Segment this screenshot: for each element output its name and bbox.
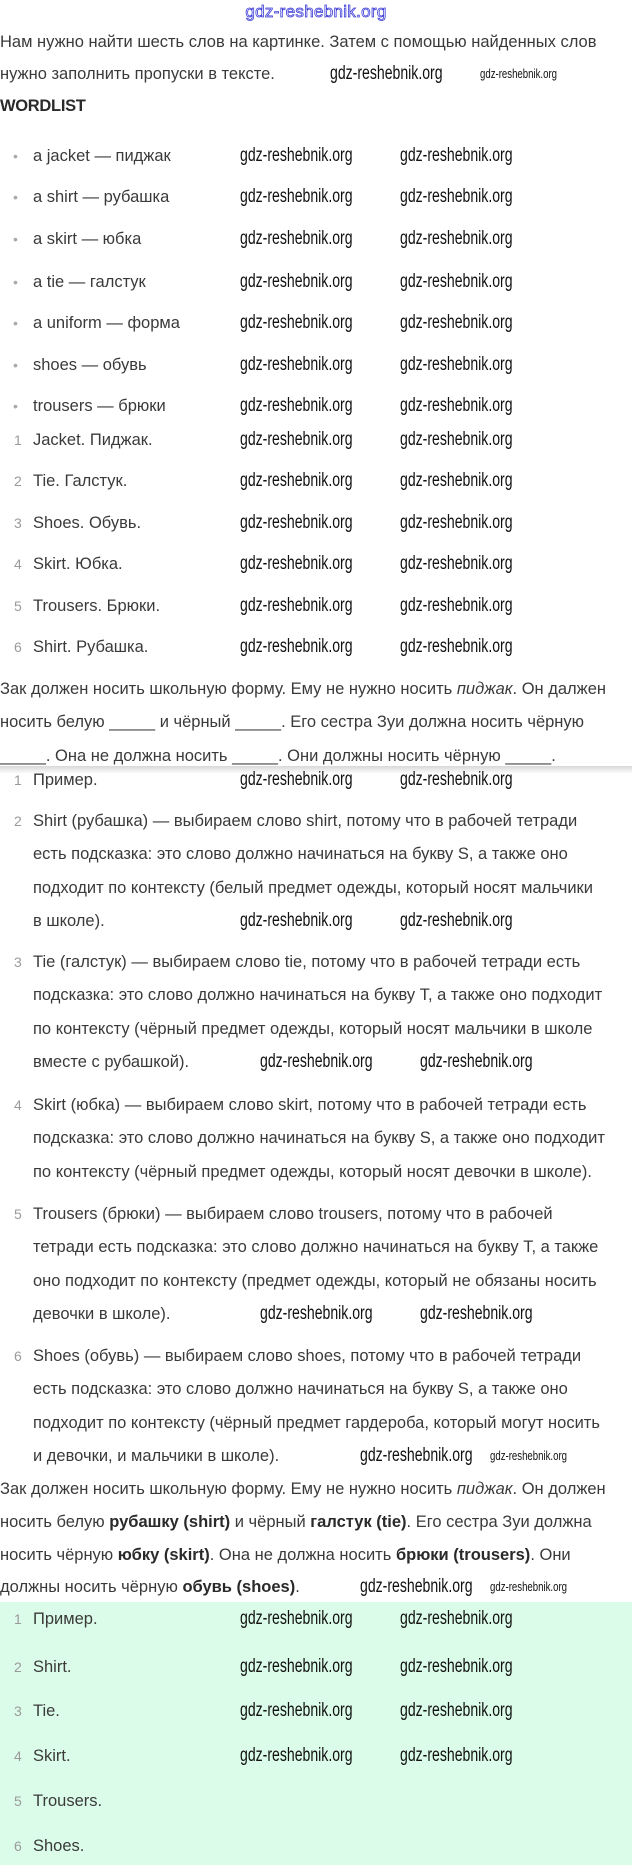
answer-word: рубашку (shirt) <box>109 1513 231 1531</box>
watermark-text: gdz-reshebnik.org <box>400 145 513 166</box>
item-number: 4 <box>14 1097 22 1113</box>
text: . Он должен <box>512 1480 606 1498</box>
watermark-text: gdz-reshebnik.org <box>240 470 353 491</box>
explanation-text: подсказка: это слово должно начинаться на букву S, а также оно подходит <box>33 1129 605 1147</box>
watermark-text: gdz-reshebnik.org <box>400 1656 513 1677</box>
watermark-text: gdz-reshebnik.org <box>240 228 353 249</box>
watermark-text: gdz-reshebnik.org <box>400 271 513 292</box>
watermark-text: gdz-reshebnik.org <box>240 395 353 416</box>
watermark-text: gdz-reshebnik.org <box>240 145 353 166</box>
item-number: 2 <box>14 473 22 489</box>
text: Зак должен носить школьную форму. Ему не нужно носить <box>0 680 457 698</box>
explanation-text: подсказка: это слово должно начинаться на букву T, а также оно подходит <box>33 986 603 1004</box>
explanation-text: тетради есть подсказка: это слово должно начинаться на букву T, а также <box>33 1238 599 1256</box>
intro-line: нужно заполнить пропуски в тексте. <box>0 65 275 83</box>
watermark-text: gdz-reshebnik.org <box>490 1448 568 1463</box>
explanation-text: Skirt (юбка) — выбираем слово skirt, потому что в рабочей тетради есть <box>33 1096 587 1114</box>
wordlist-item-text: a shirt — рубашка <box>33 188 170 206</box>
watermark-text: gdz-reshebnik.org <box>240 769 353 790</box>
bullet-icon: • <box>13 231 18 247</box>
answer-word: юбку (skirt) <box>117 1546 210 1564</box>
item-number: 1 <box>14 772 22 788</box>
answer-text: Skirt. <box>33 1747 71 1765</box>
item-number: 4 <box>14 1748 22 1764</box>
explanation-text: в школе). <box>33 912 105 930</box>
gap-text-line: _____. Она не должна носить _____. Они должны носить чёрную _____. <box>0 747 556 765</box>
filled-text-line <box>0 1543 571 1567</box>
watermark-text: gdz-reshebnik.org <box>240 910 353 931</box>
watermark-text: gdz-reshebnik.org <box>260 1303 373 1324</box>
explanation-text: подходит по контексту (белый предмет одежды, который носят мальчики <box>33 879 593 897</box>
explanation-text: по контексту (чёрный предмет одежды, который носят мальчики в школе <box>33 1020 593 1038</box>
text: . Она не должна носить <box>209 1546 396 1564</box>
item-number: 3 <box>14 1703 22 1719</box>
explanation-text: есть подсказка: это слово должно начинаться на букву S, а также оно <box>33 1380 568 1398</box>
item-number: 6 <box>14 1838 22 1854</box>
item-number: 5 <box>14 598 22 614</box>
item-text: Shirt. Рубашка. <box>33 638 149 656</box>
watermark-text: gdz-reshebnik.org <box>240 636 353 657</box>
item-number: 3 <box>14 954 22 970</box>
watermark-text: gdz-reshebnik.org <box>400 769 513 790</box>
watermark-text: gdz-reshebnik.org <box>400 512 513 533</box>
site-watermark-logo: gdz-reshebnik.org <box>245 2 387 21</box>
filled-text-line <box>0 1510 592 1534</box>
intro-line: Нам нужно найти шесть слов на картинке. Затем с помощью найденных слов <box>0 33 597 51</box>
watermark-text: gdz-reshebnik.org <box>400 312 513 333</box>
bullet-icon: • <box>13 398 18 414</box>
watermark-text: gdz-reshebnik.org <box>400 636 513 657</box>
watermark-text: gdz-reshebnik.org <box>400 553 513 574</box>
bullet-icon: • <box>13 315 18 331</box>
item-text: Jacket. Пиджак. <box>33 431 153 449</box>
watermark-text: gdz-reshebnik.org <box>420 1303 533 1324</box>
wordlist-item-text: trousers — брюки <box>33 397 166 415</box>
watermark-text: gdz-reshebnik.org <box>240 1700 353 1721</box>
item-number: 2 <box>14 1659 22 1675</box>
watermark-text: gdz-reshebnik.org <box>400 429 513 450</box>
watermark-text: gdz-reshebnik.org <box>240 354 353 375</box>
item-number: 1 <box>14 1611 22 1627</box>
text: носить чёрную <box>0 1546 118 1564</box>
wordlist-item-text: a uniform — форма <box>33 314 180 332</box>
text: . <box>295 1578 300 1596</box>
answer-text: Пример. <box>33 1610 98 1628</box>
wordlist-item-text: shoes — обувь <box>33 356 147 374</box>
watermark-text: gdz-reshebnik.org <box>400 1745 513 1766</box>
answer-word: галстук (tie) <box>310 1513 407 1531</box>
filled-text-line <box>0 1477 606 1501</box>
explanation-text: Пример. <box>33 771 98 789</box>
watermark-text: gdz-reshebnik.org <box>240 553 353 574</box>
watermark-text: gdz-reshebnik.org <box>360 1576 473 1597</box>
italic-word: пиджак <box>456 1480 513 1498</box>
explanation-text: Shoes (обувь) — выбираем слово shoes, потому что в рабочей тетради <box>33 1347 582 1365</box>
text: носить белую <box>0 1513 110 1531</box>
wordlist-item-text: a tie — галстук <box>33 273 146 291</box>
watermark-text: gdz-reshebnik.org <box>400 1700 513 1721</box>
watermark-text: gdz-reshebnik.org <box>400 470 513 491</box>
explanation-text: и девочки, и мальчики в школе). <box>33 1447 280 1465</box>
explanation-text: есть подсказка: это слово должно начинаться на букву S, а также оно <box>33 845 568 863</box>
item-number: 5 <box>14 1793 22 1809</box>
watermark-text: gdz-reshebnik.org <box>240 1745 353 1766</box>
answers-box <box>0 1602 632 1865</box>
watermark-text: gdz-reshebnik.org <box>400 595 513 616</box>
explanation-text: подходит по контексту (чёрный предмет гардероба, который могут носить <box>33 1414 600 1432</box>
watermark-text: gdz-reshebnik.org <box>240 595 353 616</box>
answer-text: Tie. <box>33 1702 60 1720</box>
text: и чёрный <box>230 1513 311 1531</box>
watermark-text: gdz-reshebnik.org <box>240 186 353 207</box>
item-number: 2 <box>14 813 22 829</box>
item-number: 6 <box>14 639 22 655</box>
explanation-text: вместе с рубашкой). <box>33 1053 190 1071</box>
watermark-text: gdz-reshebnik.org <box>400 395 513 416</box>
italic-word: пиджак <box>456 680 513 698</box>
explanation-text: девочки в школе). <box>33 1305 171 1323</box>
item-number: 4 <box>14 556 22 572</box>
gap-text-line: носить белую _____ и чёрный _____. Его сестра Зуи должна носить чёрную <box>0 713 585 731</box>
answer-word: брюки (trousers) <box>395 1546 531 1564</box>
watermark-text: gdz-reshebnik.org <box>400 186 513 207</box>
item-text: Skirt. Юбка. <box>33 555 123 573</box>
item-number: 1 <box>14 432 22 448</box>
filled-text-line <box>0 1575 300 1599</box>
text: должны носить чёрную <box>0 1578 183 1596</box>
watermark-text: gdz-reshebnik.org <box>490 1579 568 1594</box>
answer-word: обувь (shoes) <box>182 1578 296 1596</box>
watermark-text: gdz-reshebnik.org <box>400 910 513 931</box>
explanation-text: по контексту (чёрный предмет одежды, который носят девочки в школе). <box>33 1163 592 1181</box>
text: . Он далжен <box>512 680 607 698</box>
watermark-text: gdz-reshebnik.org <box>240 429 353 450</box>
wordlist-heading: WORDLIST <box>0 97 86 115</box>
watermark-text: gdz-reshebnik.org <box>240 1656 353 1677</box>
watermark-text: gdz-reshebnik.org <box>240 271 353 292</box>
item-number: 3 <box>14 515 22 531</box>
item-text: Shoes. Обувь. <box>33 514 142 532</box>
bullet-icon: • <box>13 274 18 290</box>
text: . Его сестра Зуи должна <box>406 1513 592 1531</box>
text: . Они <box>530 1546 571 1564</box>
bullet-icon: • <box>13 357 18 373</box>
watermark-text: gdz-reshebnik.org <box>400 1608 513 1629</box>
watermark-text: gdz-reshebnik.org <box>240 1608 353 1629</box>
answer-text: Shoes. <box>33 1837 85 1855</box>
item-text: Tie. Галстук. <box>33 472 128 490</box>
watermark-text: gdz-reshebnik.org <box>420 1051 533 1072</box>
item-number: 6 <box>14 1348 22 1364</box>
text: Зак должен носить школьную форму. Ему не нужно носить <box>0 1480 457 1498</box>
watermark-text: gdz-reshebnik.org <box>360 1445 473 1466</box>
explanation-text: Shirt (рубашка) — выбираем слово shirt, потому что в рабочей тетради <box>33 812 578 830</box>
explanation-text: Tie (галстук) — выбираем слово tie, потому что в рабочей тетради есть <box>33 953 581 971</box>
watermark-text: gdz-reshebnik.org <box>240 512 353 533</box>
gap-text-line <box>0 677 606 701</box>
watermark-text: gdz-reshebnik.org <box>480 66 558 81</box>
answer-text: Shirt. <box>33 1658 72 1676</box>
watermark-text: gdz-reshebnik.org <box>400 228 513 249</box>
item-text: Trousers. Брюки. <box>33 597 161 615</box>
watermark-text: gdz-reshebnik.org <box>330 63 443 84</box>
bullet-icon: • <box>13 148 18 164</box>
watermark-text: gdz-reshebnik.org <box>400 354 513 375</box>
bullet-icon: • <box>13 189 18 205</box>
answer-text: Trousers. <box>33 1792 103 1810</box>
wordlist-item-text: a skirt — юбка <box>33 230 142 248</box>
explanation-text: оно подходит по контексту (предмет одежды, который не обязаны носить <box>33 1272 597 1290</box>
wordlist-item-text: a jacket — пиджак <box>33 147 171 165</box>
watermark-text: gdz-reshebnik.org <box>260 1051 373 1072</box>
explanation-text: Trousers (брюки) — выбираем слово trousers, потому что в рабочей <box>33 1205 553 1223</box>
item-number: 5 <box>14 1206 22 1222</box>
watermark-text: gdz-reshebnik.org <box>240 312 353 333</box>
